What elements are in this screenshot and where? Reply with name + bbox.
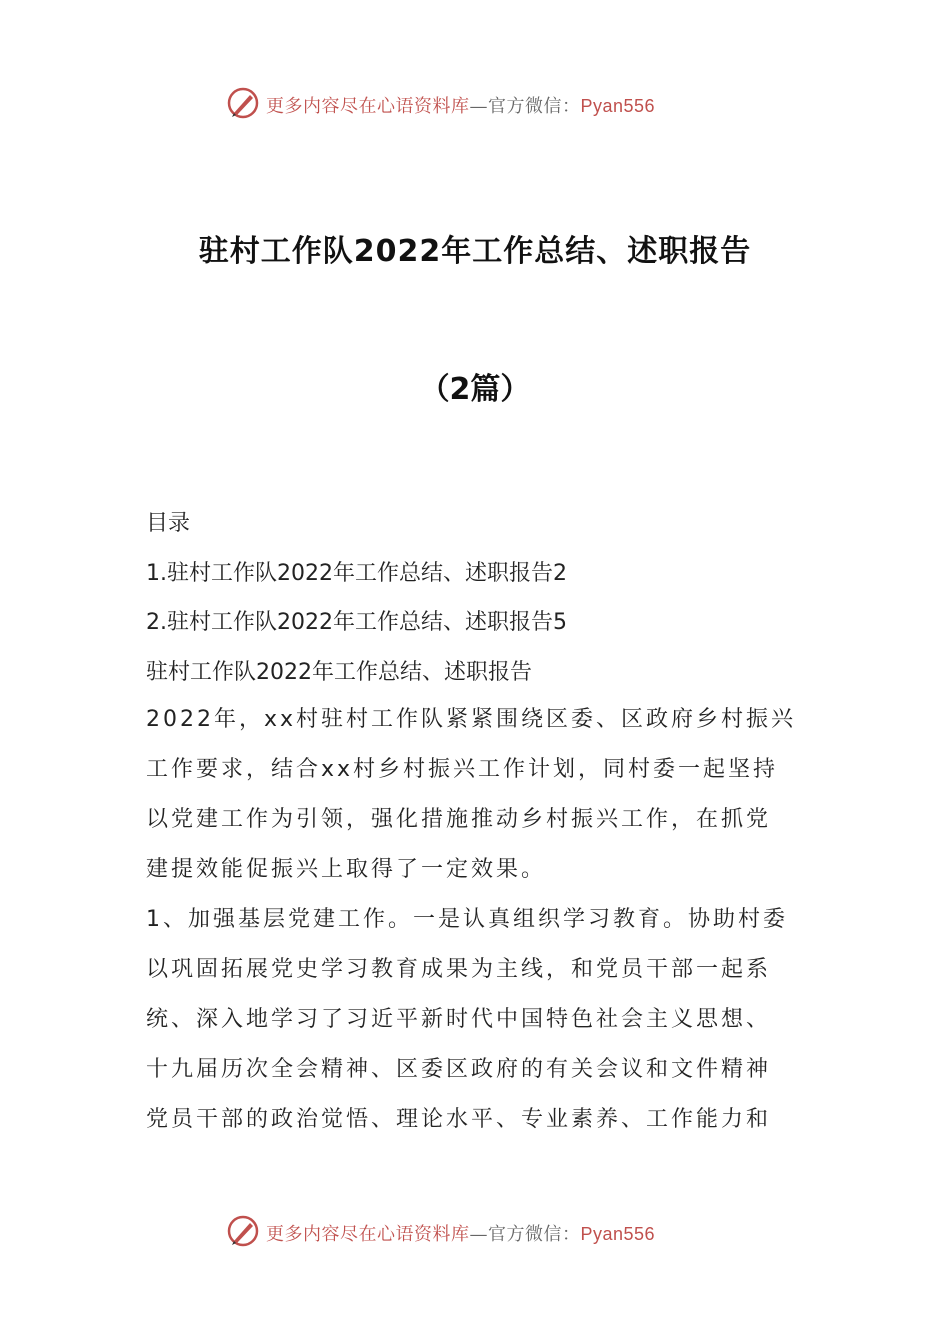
banner-main-text: 更多内容尽在心语资料库 xyxy=(266,96,470,117)
paragraph-line: 2022年，xx村驻村工作队紧紧围绕区委、区政府乡村振兴 xyxy=(146,707,797,732)
paragraph-line: 十九届历次全会精神、区委区政府的有关会议和文件精神 xyxy=(146,1057,772,1082)
paragraph-line: 以党建工作为引领，强化措施推动乡村振兴工作，在抓党 xyxy=(146,807,772,832)
toc-heading: 目录 xyxy=(146,511,191,536)
paragraph-2 xyxy=(146,895,806,1145)
banner-main-text: 更多内容尽在心语资料库 xyxy=(266,1224,470,1245)
paragraph-line: 以巩固拓展党史学习教育成果为主线，和党员干部一起系 xyxy=(146,957,772,982)
banner-official-label: 官方微信： xyxy=(488,96,581,117)
banner-dash: — xyxy=(469,96,488,117)
section-title: 驻村工作队2022年工作总结、述职报告 xyxy=(146,660,532,685)
banner-dash: — xyxy=(469,1224,488,1245)
paragraph-line: 1、加强基层党建工作。一是认真组织学习教育。协助村委 xyxy=(146,907,788,932)
paragraph-line: 统、深入地学习了习近平新时代中国特色社会主义思想、 xyxy=(146,1007,772,1032)
toc-item-2[interactable]: 2.驻村工作队2022年工作总结、述职报告5 xyxy=(146,610,567,635)
paragraph-line: 党员干部的政治觉悟、理论水平、专业素养、工作能力和 xyxy=(146,1107,772,1132)
banner-official-label: 官方微信： xyxy=(488,1224,581,1245)
pen-logo-icon xyxy=(226,86,260,120)
paragraph-line: 工作要求，结合xx村乡村振兴工作计划，同村委一起坚持 xyxy=(146,757,779,782)
banner-text xyxy=(266,1220,655,1246)
banner-wechat-id: Pyan556 xyxy=(580,96,656,116)
footer-banner xyxy=(0,1212,950,1252)
paragraph-1 xyxy=(146,695,806,895)
header-banner xyxy=(0,84,950,124)
paragraph-line: 建提效能促振兴上取得了一定效果。 xyxy=(146,857,547,882)
banner-wechat-id: Pyan556 xyxy=(580,1224,656,1244)
document-title: 驻村工作队2022年工作总结、述职报告 xyxy=(198,234,752,269)
document-subtitle: （2篇） xyxy=(419,372,531,407)
toc-item-1[interactable]: 1.驻村工作队2022年工作总结、述职报告2 xyxy=(146,561,567,586)
banner-text xyxy=(266,92,655,118)
pen-logo-icon xyxy=(226,1214,260,1248)
